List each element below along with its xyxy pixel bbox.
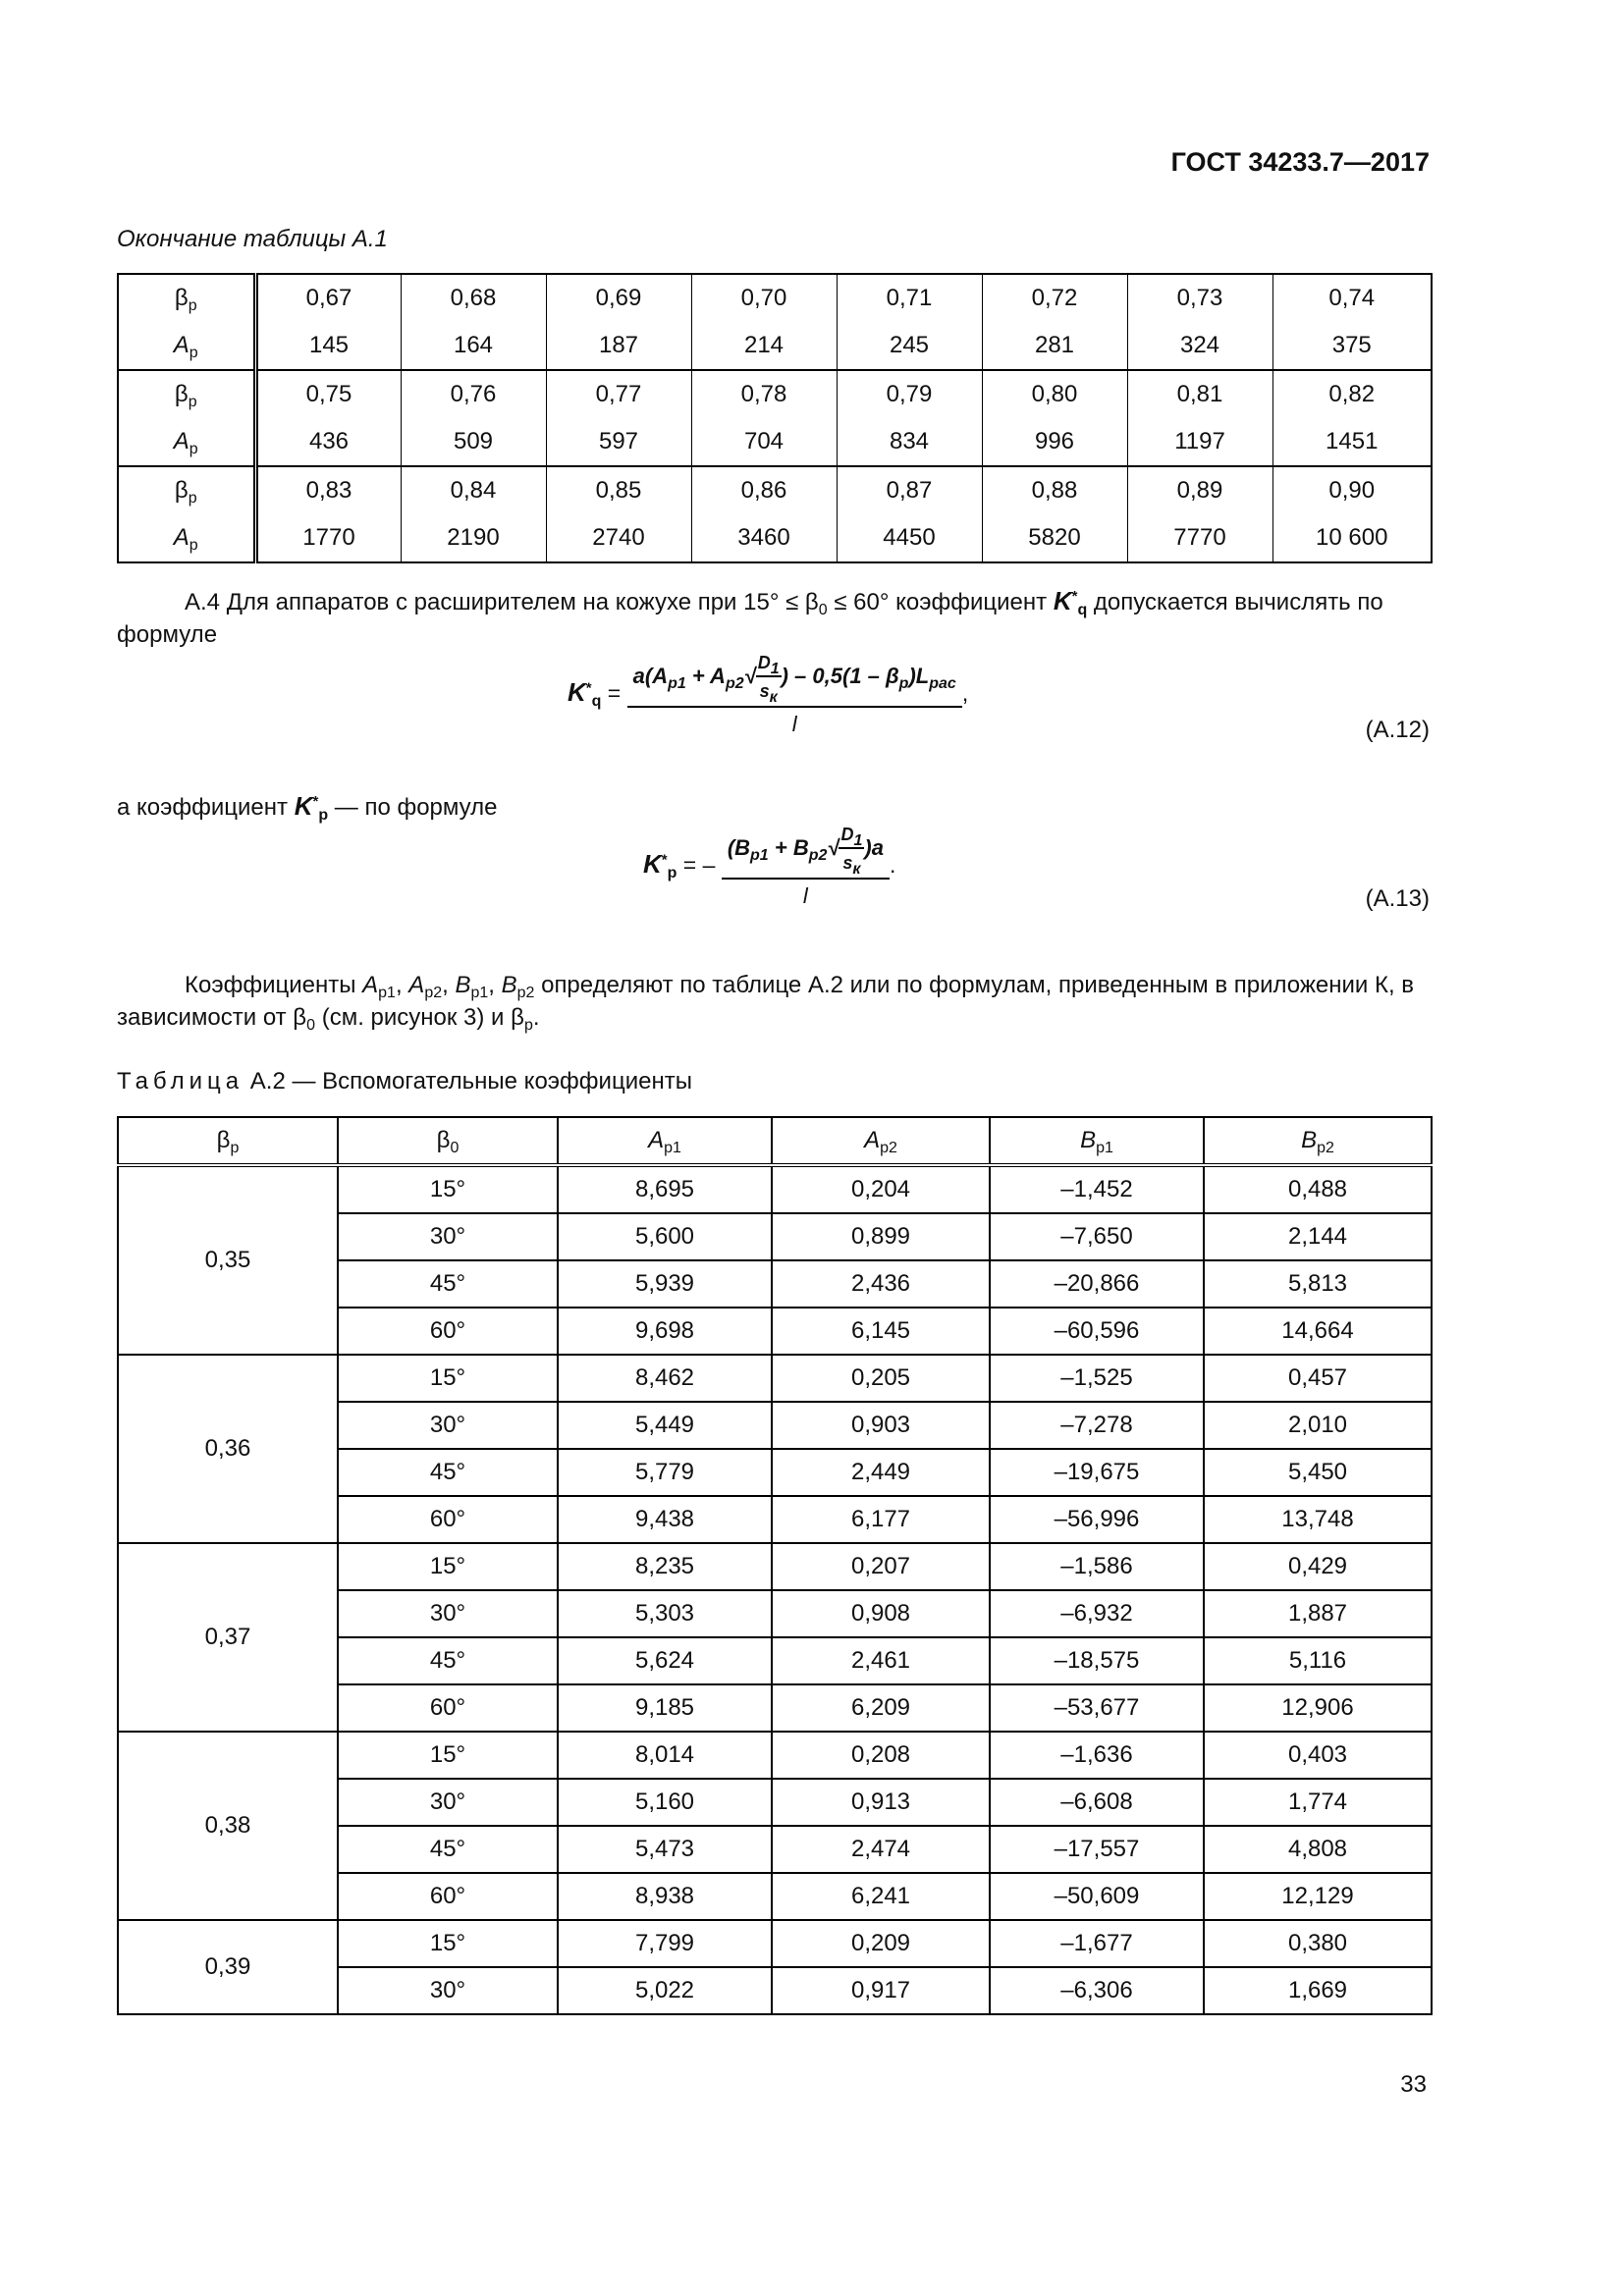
table-a2-beta-p-cell: 0,36: [118, 1355, 338, 1543]
table-a2-cell: 60°: [338, 1873, 558, 1920]
table-a2-cell: 5,779: [558, 1449, 772, 1496]
table-a2-cell: 0,380: [1204, 1920, 1432, 1967]
table-a1-row-label: $\beta_р$: [118, 274, 255, 322]
table-a2-cell: 2,436: [772, 1260, 990, 1308]
table-a2-cell: –6,932: [990, 1590, 1204, 1637]
table-a2-cell: –1,525: [990, 1355, 1204, 1402]
table-a2-cell: 0,403: [1204, 1732, 1432, 1779]
table-a2-row: [118, 1355, 1432, 1402]
table-a2-cell: –56,996: [990, 1496, 1204, 1543]
table-a2-cell: 2,474: [772, 1826, 990, 1873]
table-a2-header-cell: $\beta_р$: [118, 1117, 338, 1165]
table-a1-row-label: $A_р$: [118, 418, 255, 466]
table-a2-cell: 9,438: [558, 1496, 772, 1543]
table-a1-cell: 1197: [1127, 418, 1272, 466]
table-a1-cell: 1770: [255, 514, 401, 562]
table-a2-cell: 0,205: [772, 1355, 990, 1402]
table-a1-cell: 0,71: [837, 274, 982, 322]
table-a1-cell: 0,69: [546, 274, 691, 322]
table-a1-row: [118, 466, 1432, 514]
table-a1-cell: 509: [401, 418, 546, 466]
table-a2-cell: 0,908: [772, 1590, 990, 1637]
table-a1-cell: 3460: [691, 514, 837, 562]
table-a1-cell: 0,77: [546, 370, 691, 418]
table-a2-cell: 0,899: [772, 1213, 990, 1260]
table-a1-cell: 4450: [837, 514, 982, 562]
table-a2-cell: 1,887: [1204, 1590, 1432, 1637]
table-a1-row: [118, 418, 1432, 466]
table-a1-cell: 0,67: [255, 274, 401, 322]
table-a2-cell: 60°: [338, 1684, 558, 1732]
table-a1-cell: 375: [1272, 322, 1432, 370]
table-a1-cell: 1451: [1272, 418, 1432, 466]
table-a2-cell: 0,903: [772, 1402, 990, 1449]
table-a2-cell: 0,913: [772, 1779, 990, 1826]
table-a2-cell: 5,303: [558, 1590, 772, 1637]
table-a1-cell: 187: [546, 322, 691, 370]
formula-a12: $K^*_q$ = $a(A_{p1} + A_{p2}√$ $\frac{D_1}{s_к}$ ) – $0,5(1 - \beta_p)L_{рас}$ l ,: [568, 653, 969, 736]
table-a1-cell: 0,80: [982, 370, 1127, 418]
table-a1-cell: 0,76: [401, 370, 546, 418]
table-a1-cell: 0,82: [1272, 370, 1432, 418]
table-a1-cell: 164: [401, 322, 546, 370]
kp-intro-text: а коэффициент $K^*_p$ — по формуле: [117, 791, 498, 824]
table-a1-row: [118, 274, 1432, 322]
table-a1-cell: 0,89: [1127, 466, 1272, 514]
table-a2-cell: 5,160: [558, 1779, 772, 1826]
table-a1-cell: 0,83: [255, 466, 401, 514]
table-a2-cell: 30°: [338, 1213, 558, 1260]
table-a1-cell: 0,75: [255, 370, 401, 418]
table-a2-cell: 6,209: [772, 1684, 990, 1732]
table-a2-cell: 0,917: [772, 1967, 990, 2014]
table-a2-cell: –6,306: [990, 1967, 1204, 2014]
table-a2-cell: –1,636: [990, 1732, 1204, 1779]
table-a1-cell: 7770: [1127, 514, 1272, 562]
table-a2-cell: 6,145: [772, 1308, 990, 1355]
table-a2-cell: 5,116: [1204, 1637, 1432, 1684]
table-a2-cell: 5,939: [558, 1260, 772, 1308]
table-a2-cell: –53,677: [990, 1684, 1204, 1732]
table-a2-cell: 8,938: [558, 1873, 772, 1920]
table-a2-cell: 9,698: [558, 1308, 772, 1355]
table-a2-row: [118, 1920, 1432, 1967]
table-a2-cell: –20,866: [990, 1260, 1204, 1308]
table-a1-cell: 0,79: [837, 370, 982, 418]
table-a2-cell: 13,748: [1204, 1496, 1432, 1543]
table-a1-cell: 0,90: [1272, 466, 1432, 514]
table-a1-cell: 0,86: [691, 466, 837, 514]
table-a2-cell: –1,586: [990, 1543, 1204, 1590]
table-a2-cell: 5,449: [558, 1402, 772, 1449]
table-a2-row: [118, 1732, 1432, 1779]
table-a2-cell: 14,664: [1204, 1308, 1432, 1355]
table-a2-cell: 7,799: [558, 1920, 772, 1967]
table-a2-cell: 0,208: [772, 1732, 990, 1779]
table-a2-cell: 4,808: [1204, 1826, 1432, 1873]
table-a2-cell: 8,462: [558, 1355, 772, 1402]
table-a2-header-cell: $A_{р2}$: [772, 1117, 990, 1165]
table-a2-row: [118, 1543, 1432, 1590]
table-a2-cell: 60°: [338, 1496, 558, 1543]
table-a2-row: [118, 1165, 1432, 1213]
table-a1-cell: 436: [255, 418, 401, 466]
table-a1-caption: Окончание таблицы А.1: [117, 226, 388, 252]
table-a2-cell: 12,906: [1204, 1684, 1432, 1732]
table-a2-cell: 30°: [338, 1402, 558, 1449]
table-a2-cell: –60,596: [990, 1308, 1204, 1355]
table-a1-cell: 0,85: [546, 466, 691, 514]
formula-a13-number: (А.13): [1365, 885, 1430, 912]
table-a2-cell: –7,278: [990, 1402, 1204, 1449]
table-a2-cell: 15°: [338, 1165, 558, 1213]
table-a2-cell: 45°: [338, 1449, 558, 1496]
table-a2-cell: 1,669: [1204, 1967, 1432, 2014]
table-a1-row: [118, 514, 1432, 562]
table-a1-cell: 996: [982, 418, 1127, 466]
table-a2-cell: 2,461: [772, 1637, 990, 1684]
table-a2-cell: 0,429: [1204, 1543, 1432, 1590]
table-a2-header-cell: $B_{р2}$: [1204, 1117, 1432, 1165]
table-a2-cell: 12,129: [1204, 1873, 1432, 1920]
table-a1-cell: 0,78: [691, 370, 837, 418]
table-a1-cell: 597: [546, 418, 691, 466]
document-code: ГОСТ 34233.7—2017: [1170, 147, 1430, 177]
table-a1-row: [118, 370, 1432, 418]
table-a2-header-row: [118, 1117, 1432, 1165]
table-a1-cell: 0,84: [401, 466, 546, 514]
table-a1-cell: 0,73: [1127, 274, 1272, 322]
table-a2-cell: 5,813: [1204, 1260, 1432, 1308]
table-a2-cell: 45°: [338, 1260, 558, 1308]
table-a1-cell: 324: [1127, 322, 1272, 370]
table-a2-cell: 2,010: [1204, 1402, 1432, 1449]
table-a1-cell: 0,70: [691, 274, 837, 322]
table-a2-cell: 45°: [338, 1637, 558, 1684]
table-a1-cell: 834: [837, 418, 982, 466]
table-a2-header-cell: $A_{р1}$: [558, 1117, 772, 1165]
section-a4-text: А.4 Для аппаратов с расширителем на кожухе при $15^\circ \le \beta_0 \le 60^\circ$ коэффициент $K^*_q$ допускается вычислять по формуле: [117, 586, 1383, 648]
formula-a13: $K^*_p$ = – ($B_{p1} + B_{p2}√$ $\frac{D_1}{s_к}$ )a l .: [643, 825, 896, 908]
table-a1-cell: 0,74: [1272, 274, 1432, 322]
table-a2-cell: 60°: [338, 1308, 558, 1355]
table-a2-header-cell: $B_{р1}$: [990, 1117, 1204, 1165]
table-a2-cell: 0,209: [772, 1920, 990, 1967]
table-a1-cell: 281: [982, 322, 1127, 370]
table-a2-cell: –1,452: [990, 1165, 1204, 1213]
table-a2-cell: 30°: [338, 1590, 558, 1637]
table-a2-cell: 8,235: [558, 1543, 772, 1590]
table-a1-cell: 2190: [401, 514, 546, 562]
table-a2-caption: Таблица А.2 — Вспомогательные коэффициенты: [117, 1068, 692, 1095]
table-a2-cell: 15°: [338, 1543, 558, 1590]
table-a2-cell: 6,241: [772, 1873, 990, 1920]
table-a2-cell: 2,449: [772, 1449, 990, 1496]
table-a1-row-label: $\beta_р$: [118, 466, 255, 514]
table-a2: [117, 1116, 1433, 2015]
table-a2-beta-p-cell: 0,35: [118, 1165, 338, 1355]
table-a2-cell: 1,774: [1204, 1779, 1432, 1826]
table-a1-cell: 0,87: [837, 466, 982, 514]
table-a2-cell: –6,608: [990, 1779, 1204, 1826]
formula-a12-number: (А.12): [1365, 717, 1430, 743]
table-a1-cell: 704: [691, 418, 837, 466]
table-a2-cell: 8,014: [558, 1732, 772, 1779]
table-a2-cell: 0,207: [772, 1543, 990, 1590]
table-a1-cell: 0,72: [982, 274, 1127, 322]
table-a2-header-cell: $\beta_0$: [338, 1117, 558, 1165]
table-a2-cell: 30°: [338, 1967, 558, 2014]
table-a2-cell: 0,457: [1204, 1355, 1432, 1402]
table-a2-cell: 45°: [338, 1826, 558, 1873]
table-a2-beta-p-cell: 0,39: [118, 1920, 338, 2014]
table-a2-cell: 6,177: [772, 1496, 990, 1543]
table-a2-cell: 30°: [338, 1779, 558, 1826]
table-a1-cell: 0,88: [982, 466, 1127, 514]
table-a2-cell: 0,488: [1204, 1165, 1432, 1213]
table-a1-row-label: $\beta_р$: [118, 370, 255, 418]
table-a1-cell: 0,68: [401, 274, 546, 322]
table-a1-cell: 0,81: [1127, 370, 1272, 418]
table-a2-cell: 5,473: [558, 1826, 772, 1873]
table-a2-beta-p-cell: 0,38: [118, 1732, 338, 1920]
table-a1-cell: 145: [255, 322, 401, 370]
table-a2-cell: –50,609: [990, 1873, 1204, 1920]
table-a2-cell: 5,624: [558, 1637, 772, 1684]
table-a2-cell: 15°: [338, 1920, 558, 1967]
table-a1-row-label: $A_р$: [118, 322, 255, 370]
table-a2-cell: 0,204: [772, 1165, 990, 1213]
table-a2-beta-p-cell: 0,37: [118, 1543, 338, 1732]
table-a2-cell: 5,450: [1204, 1449, 1432, 1496]
table-a2-cell: –19,675: [990, 1449, 1204, 1496]
table-a2-cell: –1,677: [990, 1920, 1204, 1967]
table-a1-cell: 5820: [982, 514, 1127, 562]
table-a1-row-label: $A_р$: [118, 514, 255, 562]
table-a2-cell: –17,557: [990, 1826, 1204, 1873]
table-a2-cell: 5,022: [558, 1967, 772, 2014]
table-a2-cell: –18,575: [990, 1637, 1204, 1684]
table-a2-cell: 15°: [338, 1355, 558, 1402]
table-a2-cell: 5,600: [558, 1213, 772, 1260]
table-a1-cell: 10 600: [1272, 514, 1432, 562]
table-a1-cell: 214: [691, 322, 837, 370]
table-a2-cell: –7,650: [990, 1213, 1204, 1260]
table-a1: [117, 273, 1433, 563]
page-number: 33: [1400, 2071, 1427, 2098]
coefficients-text: Коэффициенты $A_{р1}$, $A_{р2}$, $B_{р1}$, $B_{р2}$ определяют по таблице А.2 или по формулам, приведенным в приложении К, в зависимости от $\beta_0$ (см. рисунок 3) и $\beta_р$.: [117, 972, 1415, 1034]
table-a2-cell: 9,185: [558, 1684, 772, 1732]
table-a2-cell: 2,144: [1204, 1213, 1432, 1260]
table-a2-cell: 15°: [338, 1732, 558, 1779]
table-a2-cell: 8,695: [558, 1165, 772, 1213]
table-a1-row: [118, 322, 1432, 370]
table-a1-cell: 2740: [546, 514, 691, 562]
table-a1-cell: 245: [837, 322, 982, 370]
